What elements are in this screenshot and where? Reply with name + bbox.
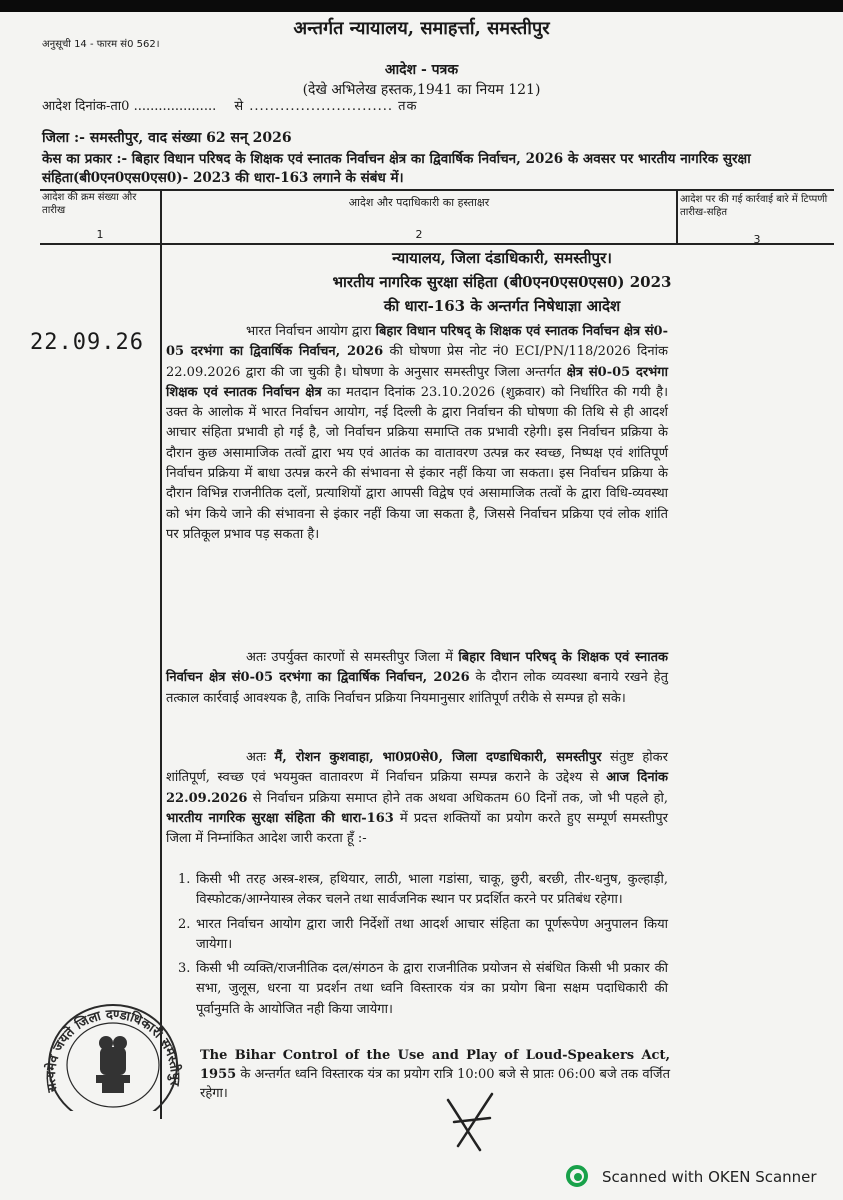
scanner-logo-dot: [574, 1173, 582, 1181]
signature-icon: [440, 1088, 510, 1158]
list-item: 3. किसी भी व्यक्ति/राजनीतिक दल/संगठन के द्वारा राजनीतिक प्रयोजन से संबंधित किसी भी प्रकार की सभा, जुलूस, धरना या प्रदर्शन तथा ध्वनि विस्तारक यंत्र का प्रयोग बिना सक्षम पदाधिकारी की पूर्वानुमति के आयोजित नही किया जायेगा।: [178, 961, 668, 1017]
form-rule: (देखे अभिलेख हस्तक,1941 का नियम 121): [302, 82, 541, 98]
order-heading-court: न्यायालय, जिला दंडाधिकारी, समस्तीपुर।: [392, 249, 612, 267]
table-column-divider: [676, 189, 678, 245]
loudspeaker-clause: The Bihar Control of the Use and Play of Loud-Speakers Act, 1955 के अन्तर्गत ध्वनि विस्तारक यंत्र का प्रयोग रात्रि 10:00 बजे से प्रातः 06:00 बजे तक वर्जित रहेगा।: [200, 1048, 670, 1101]
order-heading-section: की धारा-163 के अन्तर्गत निषेधाज्ञा आदेश: [383, 297, 621, 315]
svg-text:सत्यमेव जयते जिला दण्डाधिकारी: सत्यमेव जयते जिला दण्डाधिकारी समस्तीपुर: [43, 1007, 183, 1094]
list-item: 2. भारत निर्वाचन आयोग द्वारा जारी निर्देशों तथा आदर्श आचार संहिता का पूर्णरूपेण अनुपालन किया जायेगा।: [178, 916, 668, 952]
column-header-remarks: आदेश पर की गई कार्रवाई बारे में टिप्पणी तारीख-सहित: [680, 194, 828, 218]
order-paragraph-2: अतः उपर्युक्त कारणों से समस्तीपुर जिला में बिहार विधान परिषद् के शिक्षक एवं स्नातक निर्वाचन क्षेत्र सं0-05 दरभंगा का द्विवार्षिक निर्वाचन, 2026 के दौरान लोक व्यवस्था बनाये रखने हेतु तत्काल कार्रवाई आवश्यक है, ताकि निर्वाचन प्रक्रिया नियमानुसार शांतिपूर्ण तरीके से सम्पन्न हो सके।: [166, 650, 669, 706]
period-to: से ............................ तक: [234, 99, 418, 114]
column-header-order: आदेश और पदाधिकारी का हस्ताक्षर: [348, 196, 490, 209]
order-date-handwritten: 22.09.26: [30, 330, 144, 355]
column-header-serial-date: आदेश की क्रम संख्या और तारीख: [42, 192, 137, 216]
order-list: [166, 870, 668, 1020]
scanner-watermark: Scanned with OKEN Scanner: [602, 1168, 817, 1186]
period-from: आदेश दिनांक-ता0 ....................: [42, 99, 217, 114]
column-number: 2: [415, 228, 423, 241]
top-bar: [0, 0, 843, 12]
column-number: 1: [96, 228, 104, 241]
form-reference: अनुसूची 14 - फारम सं0 562।: [42, 39, 160, 50]
order-period: [42, 96, 602, 114]
order-heading-act: भारतीय नागरिक सुरक्षा संहिता (बी0एन0एस0एस0) 2023: [332, 273, 672, 291]
order-paragraph-1: भारत निर्वाचन आयोग द्वारा बिहार विधान परिषद् के शिक्षक एवं स्नातक निर्वाचन क्षेत्र सं0-05 दरभंगा का द्विवार्षिक निर्वाचन, 2026 की घोषणा प्रेस नोट नं0 ECI/PN/118/2026 दिनांक 22.09.2026 द्वारा की जा चुकी है। घोषणा के अनुसार समस्तीपुर जिला अन्तर्गत क्षेत्र सं0-05 दरभंगा शिक्षक एवं स्नातक निर्वाचन क्षेत्र का मतदान दिनांक 23.10.2026 (शुक्रवार) को निर्धारित की गयी है। उक्त के आलोक में भारत निर्वाचन आयोग, नई दिल्ली के द्वारा निर्वाचन की घोषणा की तिथि से ही आदर्श आचार संहिता प्रभावी हो गई है, जो निर्वाचन प्रक्रिया समाप्ति तक प्रभावी रहेगी। इस निर्वाचन प्रक्रिया के दौरान कुछ असामाजिक तत्वों द्वारा भय एवं आतंक का वातावरण उत्पन्न कर स्वच्छ, निष्पक्ष एवं शांतिपूर्ण निर्वाचन प्रक्रिया में बाधा उत्पन्न करने की संभावना से इंकार नहीं किया जा सकता। इस निर्वाचन प्रक्रिया के दौरान विभिन्न राजनीतिक दलों, प्रत्याशियों द्वारा आपसी विद्वेष एवं असामाजिक तत्वों के द्वारा विधि-व्यवस्था को भंग किये जाने की संभावना से इंकार नहीं किया जा सकता है, जिससे निर्वाचन प्रक्रिया एवं लोक शांति पर प्रतिकूल प्रभाव पड़ सकता है।: [166, 324, 668, 542]
list-item: 1. किसी भी तरह अस्त्र-शस्त्र, हथियार, लाठी, भाला गडांसा, चाकू, छुरी, बरछी, तीर-धनुष, कुल्हाड़ी, विस्फोटक/आग्नेयास्त्र लेकर चलने तथा सार्वजनिक स्थान पर प्रदर्शित करने पर प्रतिबंध रहेगा।: [178, 872, 668, 908]
table-column-divider: [160, 189, 162, 1119]
column-number: 3: [753, 233, 761, 246]
order-paragraph-3: अतः मैं, रोशन कुशवाहा, भा0प्र0से0, जिला दण्डाधिकारी, समस्तीपुर संतुष्ट होकर शांतिपूर्ण, स्वच्छ एवं भयमुक्त वातावरण में निर्वाचन प्रक्रिया सम्पन्न कराने के उद्देश्य से आज दिनांक 22.09.2026 से निर्वाचन प्रक्रिया समाप्त होने तक अथवा अधिकतम 60 दिनों तक, जो भी पहले हो, भारतीय नागरिक सुरक्षा संहिता की धारा-163 में प्रदत्त शक्तियों का प्रयोग करते हुए सम्पूर्ण समस्तीपुर जिला में निम्नांकित आदेश जारी करता हूँ :-: [166, 750, 669, 847]
seal-stamp-icon: [36, 995, 186, 1111]
form-title: आदेश - पत्रक: [384, 62, 459, 78]
district-case-number: जिला :- समस्तीपुर, वाद संख्या 62 सन् 2026: [42, 130, 292, 146]
case-type: केस का प्रकार :- बिहार विधान परिषद के शिक्षक एवं स्नातक निर्वाचन क्षेत्र का द्विवार्षिक निर्वाचन, 2026 के अवसर पर भारतीय नागरिक सुरक्षा संहिता(बी0एन0एस0एस0)- 2023 की धारा-163 लगाने के संबंध में।: [42, 151, 751, 186]
court-title: अन्तर्गत न्यायालय, समाहर्त्ता, समस्तीपुर: [293, 18, 550, 39]
